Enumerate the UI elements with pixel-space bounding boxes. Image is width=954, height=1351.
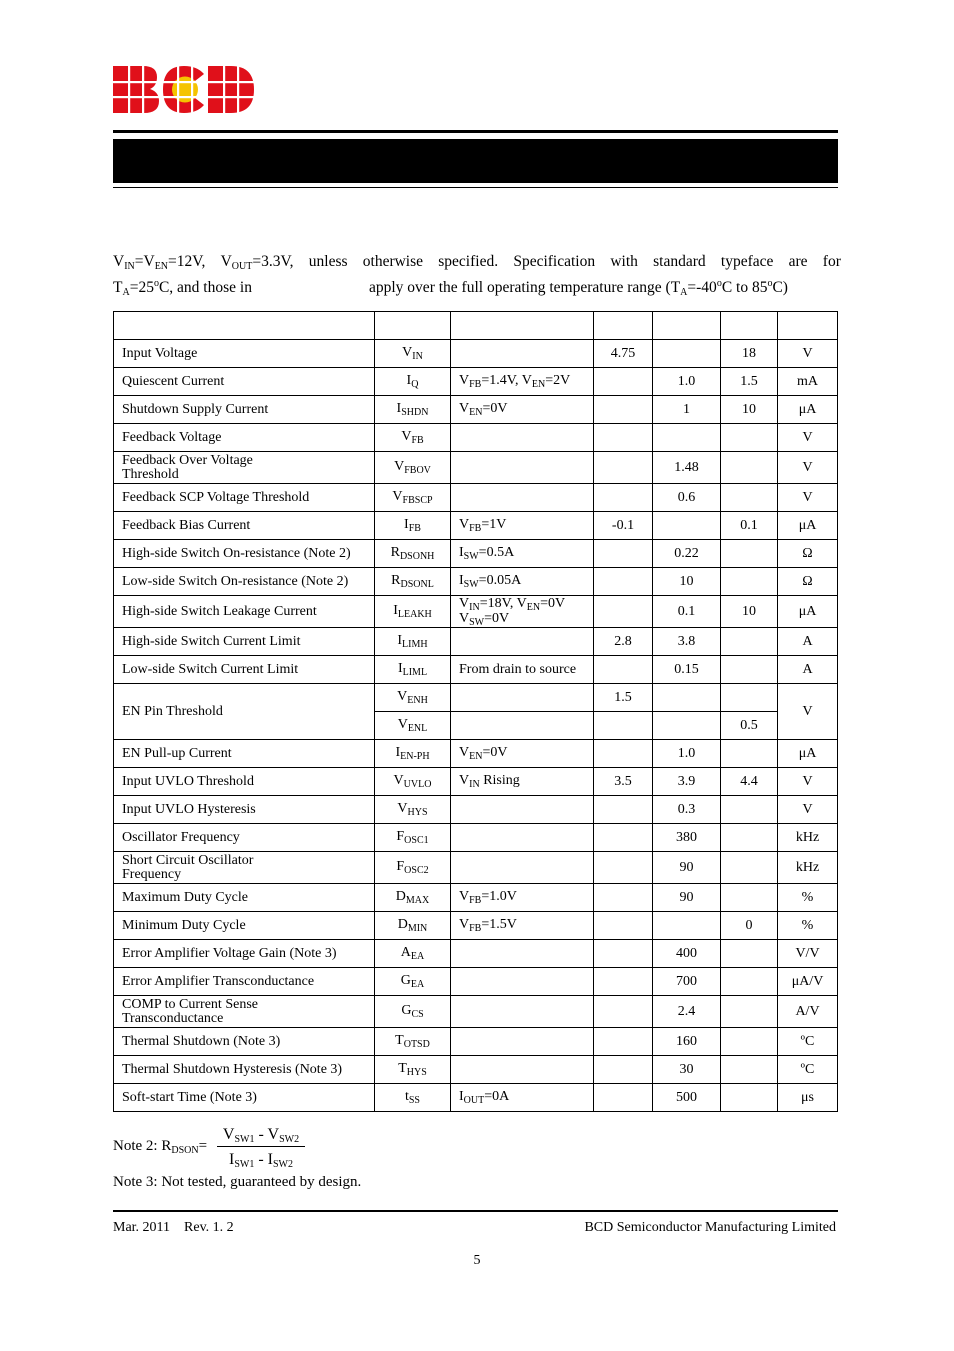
typ-cell bbox=[653, 684, 721, 712]
unit-cell: μs bbox=[778, 1084, 838, 1112]
bcd-logo bbox=[113, 66, 254, 113]
condition-cell bbox=[451, 628, 594, 656]
table-header-row bbox=[114, 312, 838, 340]
typ-cell: 0.1 bbox=[653, 596, 721, 628]
param-cell: Thermal Shutdown Hysteresis (Note 3) bbox=[114, 1056, 375, 1084]
symbol-cell: $V_{HYS}$ bbox=[375, 796, 451, 824]
typ-cell: 30 bbox=[653, 1056, 721, 1084]
unit-cell: Ω bbox=[778, 540, 838, 568]
formula-numerator: $V_{SW1} - V_{SW2}$ bbox=[217, 1126, 305, 1147]
intro-word: are bbox=[788, 253, 808, 270]
symbol-cell: $I_{SHDN}$ bbox=[375, 396, 451, 424]
max-cell bbox=[721, 852, 778, 884]
max-cell bbox=[721, 824, 778, 852]
header-cell bbox=[721, 312, 778, 340]
max-cell bbox=[721, 796, 778, 824]
unit-cell: A/V bbox=[778, 996, 838, 1028]
param-cell: Low-side Switch Current Limit bbox=[114, 656, 375, 684]
param-cell: Error Amplifier Voltage Gain (Note 3) bbox=[114, 940, 375, 968]
param-cell: Feedback Bias Current bbox=[114, 512, 375, 540]
header-cell bbox=[114, 312, 375, 340]
condition-cell bbox=[451, 340, 594, 368]
typ-cell: 1 bbox=[653, 396, 721, 424]
symbol-cell: $T_{HYS}$ bbox=[375, 1056, 451, 1084]
condition-cell bbox=[451, 852, 594, 884]
unit-cell: μA bbox=[778, 740, 838, 768]
max-cell: 0.1 bbox=[721, 512, 778, 540]
condition-cell bbox=[451, 968, 594, 996]
max-cell bbox=[721, 628, 778, 656]
table-row bbox=[114, 1056, 838, 1084]
max-cell bbox=[721, 1084, 778, 1112]
table-row bbox=[114, 596, 838, 628]
intro-word: specified. bbox=[438, 253, 499, 270]
param-cell: Low-side Switch On-resistance (Note 2) bbox=[114, 568, 375, 596]
note-3: Note 3: Not tested, guaranteed by design. bbox=[113, 1174, 362, 1190]
min-cell bbox=[594, 396, 653, 424]
param-cell: Error Amplifier Transconductance bbox=[114, 968, 375, 996]
typ-cell bbox=[653, 512, 721, 540]
unit-cell: % bbox=[778, 912, 838, 940]
table-row bbox=[114, 852, 838, 884]
page-number: 5 bbox=[473, 1253, 481, 1268]
param-cell: High-side Switch Current Limit bbox=[114, 628, 375, 656]
param-cell: Input Voltage bbox=[114, 340, 375, 368]
min-cell bbox=[594, 1028, 653, 1056]
max-cell: 18 bbox=[721, 340, 778, 368]
unit-cell: A bbox=[778, 656, 838, 684]
symbol-cell: $G_{CS}$ bbox=[375, 996, 451, 1028]
intro-line-2 bbox=[113, 276, 841, 300]
table-row bbox=[114, 452, 838, 484]
max-cell bbox=[721, 424, 778, 452]
param-cell: High-side Switch On-resistance (Note 2) bbox=[114, 540, 375, 568]
symbol-cell: $V_{ENL}$ bbox=[375, 712, 451, 740]
min-cell bbox=[594, 484, 653, 512]
unit-cell: V bbox=[778, 452, 838, 484]
typ-cell: 380 bbox=[653, 824, 721, 852]
table-row bbox=[114, 768, 838, 796]
typ-cell: 0.15 bbox=[653, 656, 721, 684]
max-cell bbox=[721, 684, 778, 712]
min-cell: 1.5 bbox=[594, 684, 653, 712]
param-cell: Maximum Duty Cycle bbox=[114, 884, 375, 912]
symbol-cell: $R_{DSONL}$ bbox=[375, 568, 451, 596]
table-row bbox=[114, 540, 838, 568]
min-cell bbox=[594, 740, 653, 768]
symbol-cell: $V_{FBSCP}$ bbox=[375, 484, 451, 512]
unit-cell: V/V bbox=[778, 940, 838, 968]
table-row bbox=[114, 940, 838, 968]
min-cell bbox=[594, 852, 653, 884]
max-cell bbox=[721, 540, 778, 568]
max-cell: 1.5 bbox=[721, 368, 778, 396]
param-cell: Input UVLO Threshold bbox=[114, 768, 375, 796]
max-cell bbox=[721, 656, 778, 684]
unit-cell: kHz bbox=[778, 824, 838, 852]
max-cell bbox=[721, 1028, 778, 1056]
condition-cell: $V_{IN}=18V$, $V_{EN}=0V$ $V_{SW}=0V$ bbox=[451, 596, 594, 628]
min-cell bbox=[594, 568, 653, 596]
condition-cell bbox=[451, 424, 594, 452]
unit-cell: ºC bbox=[778, 1056, 838, 1084]
typ-cell bbox=[653, 712, 721, 740]
typ-cell: 3.9 bbox=[653, 768, 721, 796]
table-row bbox=[114, 1084, 838, 1112]
typ-cell: 1.48 bbox=[653, 452, 721, 484]
table-row bbox=[114, 1028, 838, 1056]
condition-cell bbox=[451, 796, 594, 824]
table-row bbox=[114, 824, 838, 852]
table-row bbox=[114, 368, 838, 396]
condition-cell bbox=[451, 452, 594, 484]
symbol-cell: $D_{MAX}$ bbox=[375, 884, 451, 912]
condition-cell bbox=[451, 996, 594, 1028]
intro-word: for bbox=[822, 253, 841, 270]
unit-cell: A bbox=[778, 628, 838, 656]
min-cell: -0.1 bbox=[594, 512, 653, 540]
condition-cell: $V_{IN}$ Rising bbox=[451, 768, 594, 796]
typ-cell: 0.6 bbox=[653, 484, 721, 512]
condition-cell bbox=[451, 712, 594, 740]
intro-line-2-right: apply over the full operating temperature range ($T_A=-40^oC$ to 85$^o$C) bbox=[369, 278, 788, 298]
typ-cell: 1.0 bbox=[653, 740, 721, 768]
footer-rule bbox=[113, 1210, 838, 1212]
intro-word: $V_{OUT}=3.3V$, bbox=[220, 253, 294, 272]
condition-cell: $V_{FB}=1.5V$ bbox=[451, 912, 594, 940]
max-cell bbox=[721, 452, 778, 484]
symbol-cell: $G_{EA}$ bbox=[375, 968, 451, 996]
typ-cell bbox=[653, 424, 721, 452]
symbol-cell: $F_{OSC1}$ bbox=[375, 824, 451, 852]
unit-cell: V bbox=[778, 684, 838, 740]
typ-cell: 90 bbox=[653, 884, 721, 912]
unit-cell: μA/V bbox=[778, 968, 838, 996]
param-cell: Input UVLO Hysteresis bbox=[114, 796, 375, 824]
max-cell bbox=[721, 568, 778, 596]
symbol-cell: $t_{SS}$ bbox=[375, 1084, 451, 1112]
max-cell: 4.4 bbox=[721, 768, 778, 796]
rdson-formula bbox=[217, 1126, 305, 1169]
table-row bbox=[114, 424, 838, 452]
table-row bbox=[114, 340, 838, 368]
param-cell: Feedback SCP Voltage Threshold bbox=[114, 484, 375, 512]
unit-cell: μA bbox=[778, 396, 838, 424]
unit-cell: V bbox=[778, 768, 838, 796]
intro-word: unless bbox=[308, 253, 348, 270]
param-cell: Short Circuit Oscillator Frequency bbox=[114, 852, 375, 884]
max-cell bbox=[721, 884, 778, 912]
typ-cell: 90 bbox=[653, 852, 721, 884]
logo-letter-d bbox=[208, 66, 254, 113]
typ-cell bbox=[653, 912, 721, 940]
unit-cell: V bbox=[778, 796, 838, 824]
header-cell bbox=[451, 312, 594, 340]
min-cell bbox=[594, 368, 653, 396]
min-cell bbox=[594, 940, 653, 968]
symbol-cell: $V_{ENH}$ bbox=[375, 684, 451, 712]
max-cell bbox=[721, 996, 778, 1028]
unit-cell: μA bbox=[778, 512, 838, 540]
condition-cell: From drain to source bbox=[451, 656, 594, 684]
min-cell bbox=[594, 424, 653, 452]
unit-cell: ºC bbox=[778, 1028, 838, 1056]
max-cell bbox=[721, 1056, 778, 1084]
table-row bbox=[114, 684, 838, 712]
typ-cell: 400 bbox=[653, 940, 721, 968]
param-cell: EN Pin Threshold bbox=[114, 684, 375, 740]
typ-cell: 700 bbox=[653, 968, 721, 996]
unit-cell: V bbox=[778, 484, 838, 512]
param-cell: Soft-start Time (Note 3) bbox=[114, 1084, 375, 1112]
max-cell: 10 bbox=[721, 396, 778, 424]
intro-word: otherwise bbox=[362, 253, 424, 270]
param-cell: Shutdown Supply Current bbox=[114, 396, 375, 424]
intro-word: with bbox=[610, 253, 638, 270]
footer-date-revision: Mar. 2011 Rev. 1. 2 bbox=[113, 1220, 234, 1235]
typ-cell: 2.4 bbox=[653, 996, 721, 1028]
unit-cell: kHz bbox=[778, 852, 838, 884]
min-cell bbox=[594, 1084, 653, 1112]
unit-cell: mA bbox=[778, 368, 838, 396]
min-cell bbox=[594, 540, 653, 568]
unit-cell: Ω bbox=[778, 568, 838, 596]
unit-cell: V bbox=[778, 340, 838, 368]
max-cell bbox=[721, 740, 778, 768]
condition-cell bbox=[451, 940, 594, 968]
param-cell: Feedback Over Voltage Threshold bbox=[114, 452, 375, 484]
header-cell bbox=[653, 312, 721, 340]
logo-letter-b bbox=[113, 66, 159, 113]
symbol-cell: $T_{OTSD}$ bbox=[375, 1028, 451, 1056]
symbol-cell: $V_{FBOV}$ bbox=[375, 452, 451, 484]
symbol-cell: $I_{LIML}$ bbox=[375, 656, 451, 684]
table-row bbox=[114, 484, 838, 512]
table-row bbox=[114, 796, 838, 824]
typ-cell: 0.22 bbox=[653, 540, 721, 568]
param-cell: Oscillator Frequency bbox=[114, 824, 375, 852]
table-row bbox=[114, 656, 838, 684]
min-cell bbox=[594, 884, 653, 912]
symbol-cell: $V_{UVLO}$ bbox=[375, 768, 451, 796]
symbol-cell: $V_{FB}$ bbox=[375, 424, 451, 452]
note-2-label: Note 2: $R_{DSON}=$ bbox=[113, 1138, 208, 1156]
min-cell bbox=[594, 712, 653, 740]
logo-letter-c bbox=[163, 66, 205, 113]
unit-cell: μA bbox=[778, 596, 838, 628]
param-cell: EN Pull-up Current bbox=[114, 740, 375, 768]
table-row bbox=[114, 912, 838, 940]
footer-company: BCD Semiconductor Manufacturing Limited bbox=[584, 1220, 836, 1235]
unit-cell: V bbox=[778, 424, 838, 452]
intro-line-2-left: $T_A=25^oC$, and those in bbox=[113, 278, 252, 298]
symbol-cell: $I_{LEAKH}$ bbox=[375, 596, 451, 628]
max-cell: 0.5 bbox=[721, 712, 778, 740]
condition-cell: $I_{SW}=0.05A$ bbox=[451, 568, 594, 596]
table-row bbox=[114, 396, 838, 424]
max-cell bbox=[721, 968, 778, 996]
condition-cell: $V_{EN}=0V$ bbox=[451, 740, 594, 768]
condition-cell: $V_{FB}=1V$ bbox=[451, 512, 594, 540]
table-row bbox=[114, 512, 838, 540]
condition-cell bbox=[451, 484, 594, 512]
table-row bbox=[114, 740, 838, 768]
min-cell bbox=[594, 996, 653, 1028]
min-cell bbox=[594, 796, 653, 824]
param-cell: Feedback Voltage bbox=[114, 424, 375, 452]
intro-word: $V_{IN}=V_{EN}=12V$, bbox=[113, 253, 206, 272]
min-cell bbox=[594, 912, 653, 940]
min-cell bbox=[594, 452, 653, 484]
typ-cell: 3.8 bbox=[653, 628, 721, 656]
header-cell bbox=[594, 312, 653, 340]
header-cell bbox=[375, 312, 451, 340]
param-cell: COMP to Current Sense Transconductance bbox=[114, 996, 375, 1028]
symbol-cell: $I_{FB}$ bbox=[375, 512, 451, 540]
table-row bbox=[114, 628, 838, 656]
max-cell bbox=[721, 484, 778, 512]
table-row bbox=[114, 568, 838, 596]
condition-cell bbox=[451, 1028, 594, 1056]
param-cell: High-side Switch Leakage Current bbox=[114, 596, 375, 628]
typ-cell: 1.0 bbox=[653, 368, 721, 396]
header-rule-bottom bbox=[113, 187, 838, 188]
symbol-cell: $I_{EN-PH}$ bbox=[375, 740, 451, 768]
header-cell bbox=[778, 312, 838, 340]
table-row bbox=[114, 884, 838, 912]
header-rule bbox=[113, 130, 838, 133]
typ-cell: 160 bbox=[653, 1028, 721, 1056]
min-cell: 2.8 bbox=[594, 628, 653, 656]
max-cell: 10 bbox=[721, 596, 778, 628]
typ-cell: 500 bbox=[653, 1084, 721, 1112]
condition-cell: $I_{SW}=0.5A$ bbox=[451, 540, 594, 568]
condition-cell bbox=[451, 824, 594, 852]
condition-cell bbox=[451, 684, 594, 712]
formula-denominator: $I_{SW1} - I_{SW2}$ bbox=[229, 1151, 293, 1170]
typ-cell: 0.3 bbox=[653, 796, 721, 824]
symbol-cell: $I_Q$ bbox=[375, 368, 451, 396]
condition-cell: $V_{FB}=1.0V$ bbox=[451, 884, 594, 912]
symbol-cell: $V_{IN}$ bbox=[375, 340, 451, 368]
min-cell bbox=[594, 596, 653, 628]
section-title-band bbox=[113, 139, 838, 183]
max-cell bbox=[721, 940, 778, 968]
param-cell: Quiescent Current bbox=[114, 368, 375, 396]
electrical-characteristics-table bbox=[113, 311, 838, 1112]
table-row bbox=[114, 968, 838, 996]
min-cell bbox=[594, 824, 653, 852]
max-cell: 0 bbox=[721, 912, 778, 940]
symbol-cell: $R_{DSONH}$ bbox=[375, 540, 451, 568]
min-cell bbox=[594, 968, 653, 996]
typ-cell bbox=[653, 340, 721, 368]
param-cell: Thermal Shutdown (Note 3) bbox=[114, 1028, 375, 1056]
param-cell: Minimum Duty Cycle bbox=[114, 912, 375, 940]
min-cell: 4.75 bbox=[594, 340, 653, 368]
unit-cell: % bbox=[778, 884, 838, 912]
conditions-intro bbox=[113, 250, 841, 300]
symbol-cell: $I_{LIMH}$ bbox=[375, 628, 451, 656]
condition-cell bbox=[451, 1056, 594, 1084]
symbol-cell: $A_{EA}$ bbox=[375, 940, 451, 968]
intro-word: typeface bbox=[720, 253, 774, 270]
min-cell: 3.5 bbox=[594, 768, 653, 796]
condition-cell: $V_{FB}=1.4V$, $V_{EN}=2V$ bbox=[451, 368, 594, 396]
intro-word: Specification bbox=[513, 253, 596, 270]
symbol-cell: $D_{MIN}$ bbox=[375, 912, 451, 940]
condition-cell: $I_{OUT}=0A$ bbox=[451, 1084, 594, 1112]
intro-line-1 bbox=[113, 250, 841, 276]
min-cell bbox=[594, 1056, 653, 1084]
table-row bbox=[114, 996, 838, 1028]
intro-word: standard bbox=[653, 253, 706, 270]
typ-cell: 10 bbox=[653, 568, 721, 596]
symbol-cell: $F_{OSC2}$ bbox=[375, 852, 451, 884]
min-cell bbox=[594, 656, 653, 684]
condition-cell: $V_{EN}=0V$ bbox=[451, 396, 594, 424]
